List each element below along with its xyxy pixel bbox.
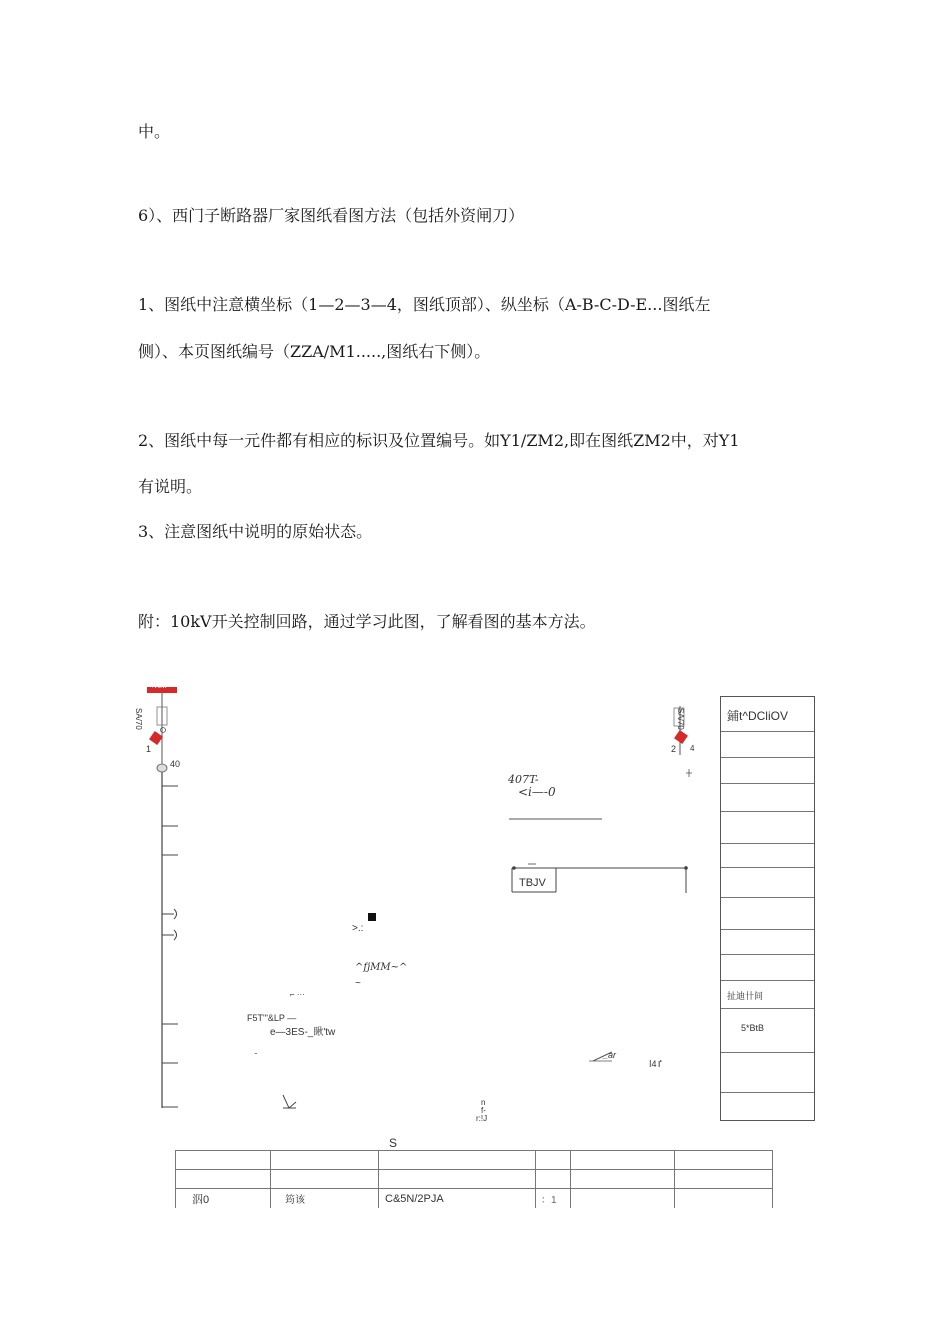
table-cell: 筠该 [271,1189,379,1209]
legend-row-2 [721,731,814,758]
right-terminal-4: 4 [690,744,695,753]
paragraph-section-6: 6）、西门子断路器厂家图纸看图方法（包括外资闸刀） [138,206,525,225]
table-cell [571,1151,675,1170]
table-row [176,1151,773,1170]
left-switch-handle [149,731,163,745]
left-branch-4-hook [174,909,177,919]
legend-header-text: 鋪t^DCliOV [727,709,788,723]
left-terminal-1: 1 [146,744,152,754]
table-cell [271,1151,379,1170]
right-switch-label: SA/70 [676,708,685,730]
legend-column [720,696,815,1121]
tbjv-node [512,866,516,870]
paragraph-appendix: 附：10kV开关控制回路，通过学习此图，了解看图的基本方法。 [138,612,596,631]
table-cell: 泅0 [176,1189,271,1209]
legend-row-4 [721,783,814,812]
label-small-t: ᐨ [254,1050,258,1060]
paragraph-point-1-line-2: 侧）、本页图纸编号（ZZA/M1.....,图纸右下侧）。 [138,342,491,361]
table-row [176,1170,773,1189]
paragraph-point-1-line-1: 1、图纸中注意横坐标（1—2—3—4，图纸顶部）、纵坐标（A-B-C-D-E...图纸左 [138,295,711,314]
legend-row-8 [721,897,814,930]
right-terminal-2: 2 [671,744,677,754]
table-cell [675,1170,773,1189]
legend-row-9 [721,929,814,955]
legend-row-10 [721,954,814,981]
table-cell [675,1189,773,1209]
table-cell [536,1170,571,1189]
label-rj: r:!J [476,1114,488,1123]
paragraph-point-2-line-1: 2、图纸中每一元件都有相应的标识及位置编号。如Y1/ZM2,即在图纸ZM2中，对Y1 [138,431,740,450]
table-cell [536,1151,571,1170]
label-e3es: e—3ES-_瞅'tw [270,1027,336,1038]
table-cell [271,1170,379,1189]
table-cell [571,1170,675,1189]
legend-row-12 [721,1008,814,1053]
right-switch-handle [674,730,688,744]
label-ar: _ar [603,1050,617,1060]
label-n: n [481,1098,486,1107]
label-f5t: F5T"'&LP — [247,1013,297,1023]
paragraph-intro-end: 中。 [138,122,171,141]
parts-table [175,1150,773,1208]
label-i0: <i—-0 [518,785,556,799]
legend-row-6 [721,843,814,868]
left-switch-contact [161,728,166,733]
marker-square [368,913,376,921]
bottom-left-contact [283,1095,296,1108]
table-cell: C&5N/2PJA [379,1189,536,1209]
legend-row-5 [721,811,814,844]
label-mm: ^fjMM~^ [355,962,408,973]
label-tilde: ~ [355,978,361,989]
tbjv-right-node [684,866,688,870]
left-fuse-symbol [157,764,167,772]
paragraph-point-2-line-2: 有说明。 [138,477,203,496]
table-cell [176,1170,271,1189]
label-dot: >.: [352,923,364,934]
legend-header-cell [721,697,814,732]
table-cell [571,1189,675,1209]
label-right-bottom: ٵ4ا [649,1059,662,1069]
label-s: S [389,1136,398,1150]
legend-row-12-text: 5*BtB [741,1023,765,1033]
legend-row-13 [721,1052,814,1093]
table-row [176,1189,773,1209]
table-cell [675,1151,773,1170]
table-cell [379,1170,536,1189]
left-switch-label: SA/70 [134,708,143,730]
legend-row-7 [721,867,814,898]
left-terminal-40: 40 [170,759,181,769]
left-branch-5-hook [174,930,177,940]
label-dash: ⌐ ··· [290,990,305,999]
table-cell [379,1151,536,1170]
legend-row-11 [721,980,814,1009]
power-tag-label: +KM [150,681,167,690]
label-tbjv: TBJV [519,877,546,889]
legend-row-11-text: 扯迪卄间 [727,991,764,1001]
paragraph-point-3: 3、注意图纸中说明的原始状态。 [138,522,373,541]
label-407: 407T- [508,773,539,786]
table-cell: ：1 [536,1189,571,1209]
label-f: f- [481,1106,486,1115]
table-cell [176,1151,271,1170]
legend-row-3 [721,757,814,784]
